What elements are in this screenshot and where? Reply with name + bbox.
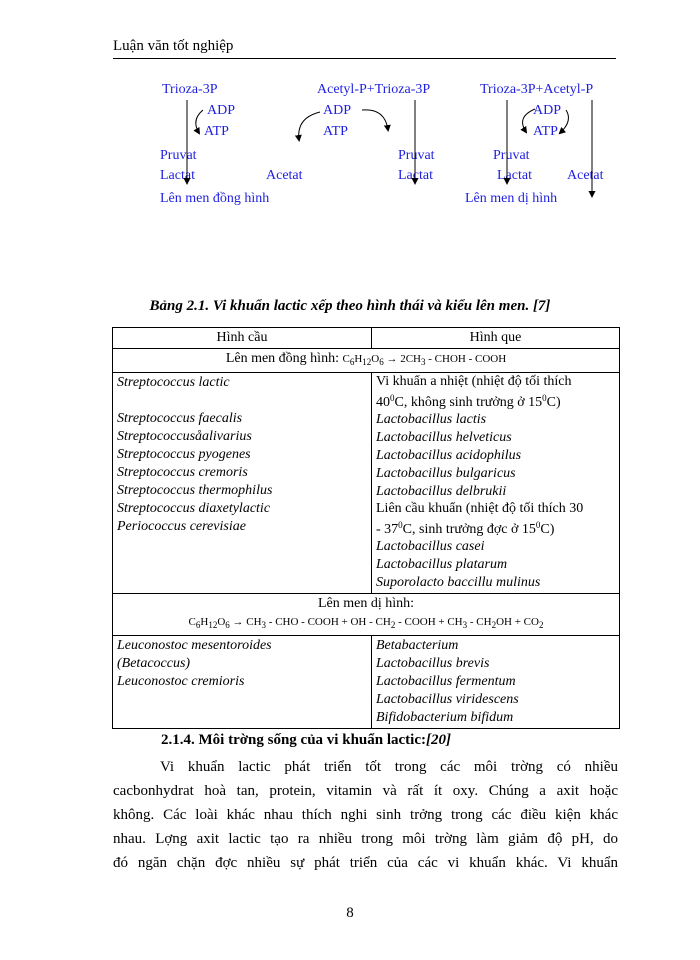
bacteria-table — [112, 327, 620, 729]
list-item: Periococcus cerevisiae — [117, 519, 246, 534]
g1-acetat: Acetat — [266, 168, 303, 183]
homofermentative-species-row — [113, 373, 620, 594]
g3-lactat: Lactat — [497, 168, 532, 183]
list-item: Lactobacillus acidophilus — [376, 448, 522, 463]
paragraph-line: cacbonhydrat hoà tan, protein, vitamin và rất ít oxy. Chúng a axit hoặc — [113, 783, 618, 799]
col-header-cocci: Hình cầu — [113, 328, 372, 349]
section-heading: 2.1.4. Môi trờng sống của vi khuẩn lactic:[20] — [161, 732, 451, 748]
header-title: Luận văn tốt nghiệp — [113, 38, 234, 54]
g3-atp: ATP — [533, 124, 558, 139]
g1-atp: ATP — [204, 124, 229, 139]
paragraph-line: đó ngăn chặn đợc nhiều sự phát triển của các vi khuẩn khác. Vi khuẩn — [113, 855, 618, 871]
g3-acetat: Acetat — [567, 168, 604, 183]
list-item: Streptococcus faecalis — [117, 411, 243, 426]
g1-caption: Lên men đồng hình — [160, 191, 270, 206]
homo-cocci-list — [113, 373, 372, 594]
list-item: Leuconostoc cremioris — [117, 674, 245, 689]
list-item: Lactobacillus lactis — [376, 412, 487, 427]
g3-atp-adp-arrow — [560, 110, 568, 133]
list-gap — [117, 392, 367, 410]
streptococci-note: Liên cầu khuẩn (nhiệt độ tối thích 30 - $37^0C$, sinh trưởng đợc ở $15^0C$) — [376, 501, 584, 537]
g1-trioza: Trioza-3P — [162, 82, 218, 97]
list-item: Lactobacillus viridescens — [376, 692, 519, 707]
heterofermentative-equation: Lên men dị hình: $C_6H_{12}O_6 \to CH_3$ - CHO - COOH + OH - $CH_2$ - COOH + $CH_3 - CH_2OH + CO_2$ — [113, 594, 620, 636]
g2-adp: ADP — [323, 103, 352, 118]
g1-adp: ADP — [207, 103, 236, 118]
table-header-row — [113, 328, 620, 349]
g3-adp-atp-arrow — [523, 109, 535, 132]
list-item: Bifidobacterium bifidum — [376, 710, 514, 725]
paragraph-line: Vi khuẩn lactic phát triển tốt trong các môi trờng có nhiều — [160, 759, 618, 775]
section-paragraph — [113, 755, 618, 875]
list-item: (Betacoccus) — [117, 656, 191, 671]
homofermentative-row — [113, 349, 620, 373]
hetero-rods-list — [372, 636, 620, 729]
g2-atp: ATP — [323, 124, 348, 139]
g3-trioza-acetyl: Trioza-3P+Acetyl-P — [480, 82, 594, 97]
g2-right-arrow — [362, 110, 388, 130]
list-item: Lactobacillus casei — [376, 539, 485, 554]
section-reference: [20] — [425, 732, 451, 748]
homo-rods-list — [372, 373, 620, 594]
hetero-cocci-list — [113, 636, 372, 729]
list-item: Lactobacillus delbrukii — [376, 484, 507, 499]
list-item: Streptococcus cremoris — [117, 465, 248, 480]
g2-left-arrow — [299, 112, 320, 140]
g3-caption: Lên men dị hình — [465, 191, 558, 206]
list-item: Lactobacillus fermentum — [376, 674, 516, 689]
paragraph-line: không. Các loài khác nhau thích nghi sinh trởng trong các điều kiện khác — [113, 807, 618, 823]
heterofermentative-species-row — [113, 636, 620, 729]
list-item: Streptococcus pyogenes — [117, 447, 251, 462]
paragraph-line: nhau. Lợng axit lactic tạo ra nhiều trong môi trờng làm giảm độ pH, do — [113, 831, 618, 847]
page-number: 8 — [346, 905, 354, 921]
list-item: Lactobacillus platarum — [376, 557, 508, 572]
g3-pyruvat: Pruvat — [493, 148, 530, 163]
list-item: Lactobacillus bulgaricus — [376, 466, 516, 481]
g1-adp-atp-arrow — [196, 110, 203, 133]
heterofermentative-row — [113, 594, 620, 636]
g2-acetyl-trioza: Acetyl-P+Trioza-3P — [317, 82, 431, 97]
list-item: Streptococcus thermophilus — [117, 483, 273, 498]
table-caption: Bảng 2.1. Vi khuẩn lactic xếp theo hình thái và kiểu lên men. [7] — [149, 298, 551, 314]
homofermentative-equation: Lên men đồng hình: $C_6H_{12}O_6 \to 2CH_3$ - CHOH - COOH — [113, 349, 620, 373]
list-item: Suporolacto baccillu mulinus — [376, 575, 541, 590]
g1-lactat: Lactat — [160, 168, 195, 183]
list-item: Streptococcus lactic — [117, 375, 230, 390]
g2-pyruvat: Pruvat — [398, 148, 435, 163]
g3-adp: ADP — [533, 103, 562, 118]
list-item: Streptococcus diaxetylactic — [117, 501, 271, 516]
g2-lactat: Lactat — [398, 168, 433, 183]
g1-pyruvat: Pruvat — [160, 148, 197, 163]
list-item: Betabacterium — [376, 638, 459, 653]
thermophilic-note: Vi khuẩn a nhiệt (nhiệt độ tối thích $40^0C$, không sinh trưởng ở $15^0C$) — [376, 374, 572, 410]
list-item: Lactobacillus helveticus — [376, 430, 512, 445]
col-header-rods: Hình que — [372, 328, 620, 349]
list-item: Streptococcusåalivarius — [117, 429, 252, 444]
list-item: Leuconostoc mesentoroides — [117, 638, 272, 653]
list-item: Lactobacillus brevis — [376, 656, 490, 671]
diagram-arrows — [0, 0, 700, 260]
